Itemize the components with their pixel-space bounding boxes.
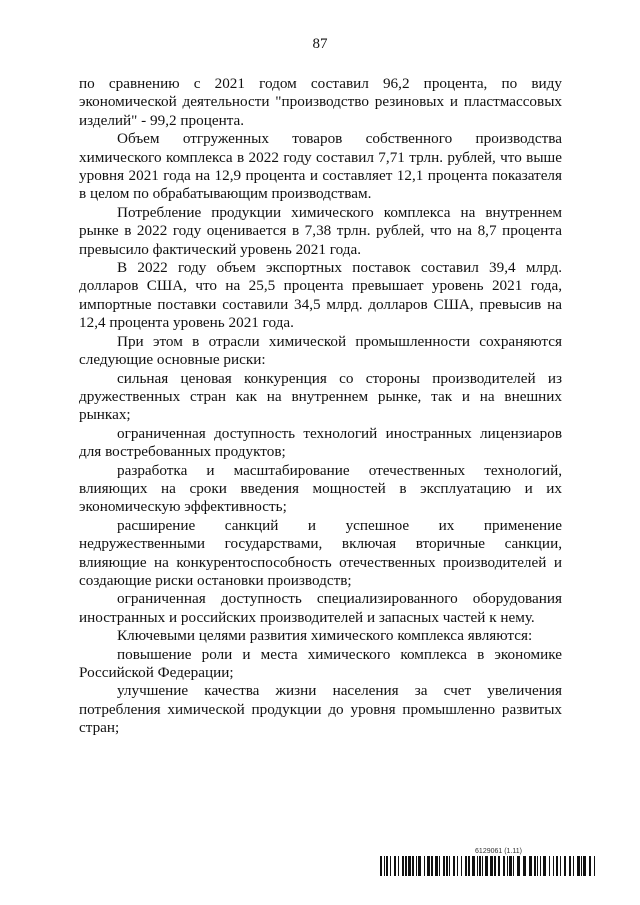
barcode-bar (472, 856, 475, 876)
paragraph: ограниченная доступность специализированного оборудования иностранных и российских производителей и запасных частей к нему. (79, 590, 562, 626)
paragraph: улучшение качества жизни населения за счет увеличения потребления химической продукции до уровня промышленно развитых стран; (79, 682, 562, 737)
barcode-bar (443, 856, 445, 876)
barcode-bar (540, 856, 541, 876)
barcode-bar (553, 856, 554, 876)
barcode-bar (394, 856, 396, 876)
document-body (79, 75, 562, 738)
barcode-bar (577, 856, 580, 876)
barcode-bar (581, 856, 582, 876)
page-number: 87 (312, 36, 328, 52)
barcode-bar (482, 856, 483, 876)
barcode-bar (494, 856, 496, 876)
barcode-bar (461, 856, 462, 876)
barcode-bar (589, 856, 591, 876)
paragraph: Потребление продукции химического комплекса на внутреннем рынке в 2022 году оценивается в 7,38 трлн. рублей, что на 8,7 процента превысило фактический уровень 2021 года. (79, 203, 562, 258)
barcode-bar (402, 856, 404, 876)
barcode-bar (384, 856, 385, 876)
paragraph: При этом в отрасли химической промышленности сохраняются следующие основные риски: (79, 332, 562, 369)
barcode-bar (380, 856, 382, 876)
barcode-bar (398, 856, 399, 876)
barcode-bar (543, 856, 546, 876)
barcode-block (380, 848, 598, 876)
paragraph: Ключевыми целями развития химического комплекса являются: (117, 627, 533, 645)
barcode-bar (390, 856, 391, 876)
paragraph: разработка и масштабирование отечественных технологий, влияющих на сроки введения мощностей в эксплуатацию и их экономическую эффективность; (79, 461, 562, 516)
barcode-bar (465, 856, 467, 876)
barcode-bar (509, 856, 512, 876)
barcode-bar (517, 856, 520, 876)
paragraph: расширение санкций и успешное их применение недружественными государствами, включая вторичные санкции, влияющие на конкурентоспособность отечественных производителей и создающие риски остановки производств; (79, 516, 562, 589)
barcode-bar (523, 856, 526, 876)
barcode-bar (534, 856, 536, 876)
barcode-bar (453, 856, 455, 876)
paragraph: повышение роли и места химического комплекса в экономике Российской Федерации; (79, 645, 562, 681)
paragraph: В 2022 году объем экспортных поставок составил 39,4 млрд. долларов США, что на 25,5 процента превышает уровень 2021 года, импортные поставки составили 34,5 млрд. долларов США, превысив на 12,4 процента уровень 2021 года. (79, 259, 562, 332)
barcode-bar (405, 856, 407, 876)
barcode-bar (594, 856, 595, 876)
barcode-bar (479, 856, 481, 876)
barcode-bar (490, 856, 493, 876)
barcode-bar (503, 856, 505, 876)
barcode-label: 6129061 (1.11) (475, 848, 522, 855)
barcode-bar (477, 856, 478, 876)
barcode-bar (564, 856, 566, 876)
barcode-bar (583, 856, 586, 876)
barcode-bar (446, 856, 448, 876)
paragraph: по сравнению с 2021 годом составил 96,2 процента, по виду экономической деятельности "производство резиновых и пластмассовых изделий" - 99,2 процента. (79, 75, 562, 129)
barcode-bar (529, 856, 532, 876)
barcode-bar (408, 856, 411, 876)
barcode-bar (560, 856, 561, 876)
barcode-bar (449, 856, 450, 876)
barcode-bar (569, 856, 571, 876)
barcode-bar (439, 856, 440, 876)
barcode-bar (485, 856, 488, 876)
barcode-bar (573, 856, 574, 876)
barcode-bar (424, 856, 425, 876)
barcode-bar (556, 856, 558, 876)
barcode-bar (457, 856, 458, 876)
barcode-bar (386, 856, 388, 876)
barcode-bar (427, 856, 430, 876)
paragraph: Объем отгруженных товаров собственного производства химического комплекса в 2022 году составил 7,71 трлн. рублей, что выше уровня 2021 года на 12,9 процента и составляет 12,1 процента показателя в целом по обрабатывающим производствам. (79, 130, 562, 203)
barcode-bar (412, 856, 414, 876)
barcode-bar (537, 856, 538, 876)
barcode-bar (507, 856, 508, 876)
barcode-bar (435, 856, 438, 876)
paragraph: ограниченная доступность технологий иностранных лицензиаров для востребованных продуктов; (79, 424, 562, 461)
paragraph: сильная ценовая конкуренция со стороны производителей из дружественных стран как на внутреннем рынке, так и на внешних рынках; (79, 369, 562, 424)
barcode-bar (416, 856, 417, 876)
barcode-icon (380, 856, 598, 876)
barcode-bar (549, 856, 550, 876)
barcode-bar (431, 856, 433, 876)
barcode-bar (513, 856, 514, 876)
barcode-bar (468, 856, 470, 876)
barcode-bar (498, 856, 500, 876)
barcode-bar (418, 856, 421, 876)
